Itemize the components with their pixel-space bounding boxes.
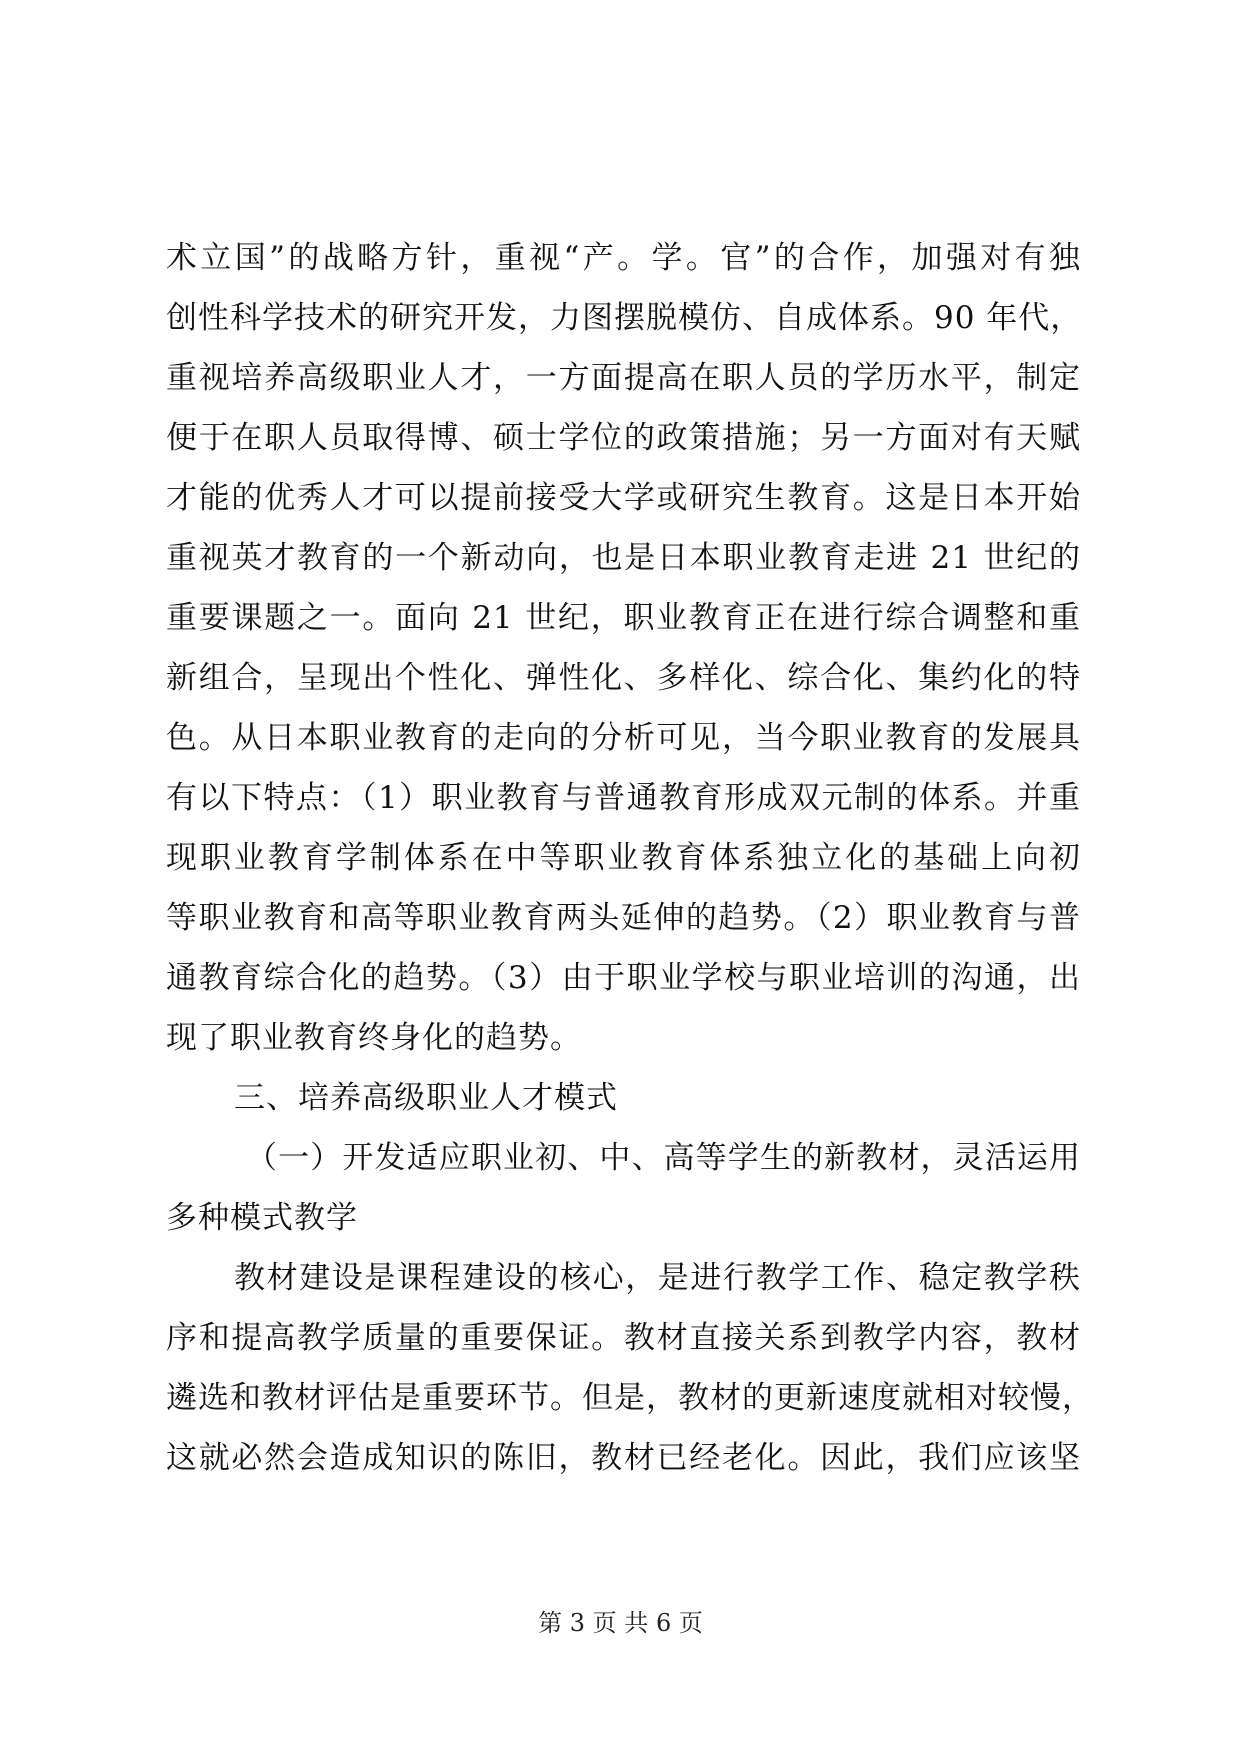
paragraph-line: 新组合，呈现出个性化、弹性化、多样化、综合化、集约化的特 [166,660,1081,696]
section-heading: 三、培养高级职业人才模式 [234,1080,618,1116]
paragraph-line: 重要课题之一。面向 21 世纪，职业教育正在进行综合调整和重 [166,600,1081,636]
paragraph-line: 重视培养高级职业人才，一方面提高在职人员的学历水平，制定 [166,360,1081,396]
paragraph-line: 才能的优秀人才可以提前接受大学或研究生教育。这是日本开始 [166,480,1081,516]
paragraph-line: 现了职业教育终身化的趋势。 [166,1020,582,1056]
paragraph-line: 等职业教育和高等职业教育两头延伸的趋势。（2）职业教育与普 [166,900,1081,936]
paragraph-line: 这就必然会造成知识的陈旧，教材已经老化。因此，我们应该坚 [166,1440,1081,1476]
paragraph-line: 有以下特点：（1）职业教育与普通教育形成双元制的体系。并重 [166,780,1081,816]
paragraph-line: 序和提高教学质量的重要保证。教材直接关系到教学内容，教材 [166,1320,1081,1356]
paragraph-line: 便于在职人员取得博、硕士学位的政策措施；另一方面对有天赋 [166,420,1081,456]
document-body [166,228,1094,1488]
paragraph-line: 现职业教育学制体系在中等职业教育体系独立化的基础上向初 [166,840,1081,876]
paragraph-line: 创性科学技术的研究开发，力图摆脱模仿、自成体系。90 年代， [166,300,1083,336]
page-footer: 第 3 页 共 6 页 [538,1609,703,1637]
paragraph-line: 重视英才教育的一个新动向，也是日本职业教育走进 21 世纪的 [166,540,1081,576]
subsection-heading-line: 多种模式教学 [166,1200,358,1236]
paragraph-line: 色。从日本职业教育的走向的分析可见，当今职业教育的发展具 [166,720,1081,756]
paragraph-line: 遴选和教材评估是重要环节。但是，教材的更新速度就相对较慢， [166,1380,1094,1416]
paragraph-line: 教材建设是课程建设的核心，是进行教学工作、稳定教学秩 [234,1260,1081,1296]
paragraph-line: 术立国”的战略方针，重视“产。学。官”的合作，加强对有独 [166,240,1081,276]
subsection-heading-line: （一）开发适应职业初、中、高等学生的新教材，灵活运用 [246,1140,1081,1176]
paragraph-line: 通教育综合化的趋势。（3）由于职业学校与职业培训的沟通，出 [166,960,1081,996]
